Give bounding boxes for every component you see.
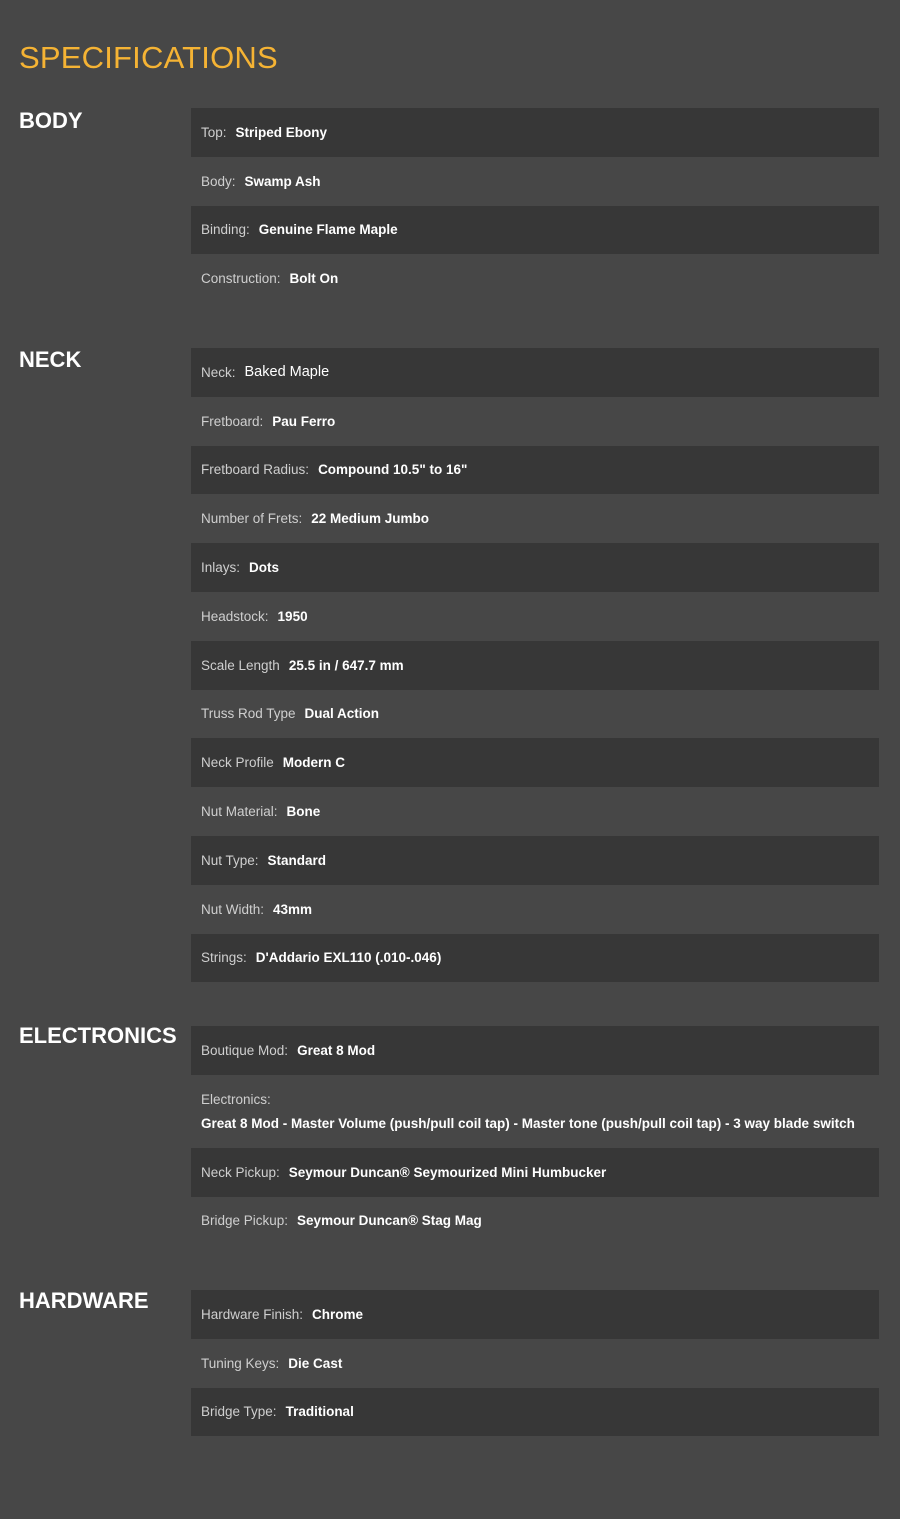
spec-label: Headstock: bbox=[201, 608, 269, 624]
spec-label: Body: bbox=[201, 173, 236, 189]
spec-row-fretboard bbox=[191, 397, 879, 446]
spec-value: Chrome bbox=[312, 1306, 364, 1322]
spec-row-binding bbox=[191, 206, 879, 255]
spec-row-nut-width bbox=[191, 885, 879, 934]
spec-value: Standard bbox=[267, 852, 327, 868]
spec-label: Top: bbox=[201, 124, 227, 140]
spec-row-neck-profile bbox=[191, 738, 879, 787]
spec-row-hardware-finish bbox=[191, 1290, 879, 1339]
spec-value: Dots bbox=[249, 560, 280, 576]
section-title-hardware: HARDWARE bbox=[19, 1288, 149, 1313]
spec-value: Swamp Ash bbox=[244, 173, 321, 189]
section-title-electronics: ELECTRONICS bbox=[19, 1023, 177, 1048]
spec-value: 22 Medium Jumbo bbox=[311, 511, 430, 527]
spec-label: Nut Material: bbox=[201, 804, 278, 820]
spec-value: Seymour Duncan® Seymourized Mini Humbucker bbox=[288, 1164, 607, 1180]
spec-label: Fretboard: bbox=[201, 413, 264, 429]
spec-row-bridge-type bbox=[191, 1388, 879, 1437]
spec-label: Bridge Type: bbox=[201, 1404, 277, 1420]
spec-row-nut-type bbox=[191, 836, 879, 885]
section-title-body: BODY bbox=[19, 108, 83, 133]
spec-label: Electronics: bbox=[201, 1091, 271, 1107]
spec-label: Truss Rod Type bbox=[201, 706, 296, 722]
spec-label: Nut Type: bbox=[201, 852, 259, 868]
spec-row-scale-length bbox=[191, 641, 879, 690]
spec-list-hardware bbox=[191, 1290, 879, 1436]
spec-value: Die Cast bbox=[288, 1355, 343, 1371]
spec-row-strings bbox=[191, 934, 879, 983]
spec-row-tuning-keys bbox=[191, 1339, 879, 1388]
spec-value: Modern C bbox=[282, 755, 346, 771]
spec-label: Neck Pickup: bbox=[201, 1164, 280, 1180]
spec-value: Bone bbox=[286, 804, 321, 820]
section-title-neck: NECK bbox=[19, 347, 82, 372]
spec-row-nut-material bbox=[191, 787, 879, 836]
spec-row-headstock bbox=[191, 592, 879, 641]
spec-label: Hardware Finish: bbox=[201, 1306, 304, 1322]
spec-row-construction bbox=[191, 254, 879, 303]
spec-value: Genuine Flame Maple bbox=[258, 222, 398, 238]
spec-value: Great 8 Mod - Master Volume (push/pull coil tap) - Master tone (push/pull coil tap) - 3 way blade switch bbox=[201, 1115, 855, 1131]
spec-label: Inlays: bbox=[201, 560, 241, 576]
spec-value: D'Addario EXL110 (.010-.046) bbox=[255, 950, 442, 966]
spec-label: Binding: bbox=[201, 222, 250, 238]
spec-value: 25.5 in / 647.7 mm bbox=[288, 657, 404, 673]
spec-label: Construction: bbox=[201, 271, 281, 287]
spec-row-fretboard-radius bbox=[191, 446, 879, 495]
spec-label: Fretboard Radius: bbox=[201, 462, 310, 478]
spec-row-number-of-frets bbox=[191, 494, 879, 543]
spec-value: 1950 bbox=[277, 608, 308, 624]
spec-value: Baked Maple bbox=[244, 364, 330, 381]
spec-value: Dual Action bbox=[304, 706, 380, 722]
spec-list-neck bbox=[191, 348, 879, 982]
spec-value: Bolt On bbox=[289, 271, 339, 287]
spec-row-electronics bbox=[191, 1075, 879, 1148]
spec-label: Nut Width: bbox=[201, 901, 265, 917]
spec-value: Pau Ferro bbox=[272, 413, 336, 429]
spec-value: Seymour Duncan® Stag Mag bbox=[297, 1213, 482, 1229]
spec-value: 43mm bbox=[273, 901, 313, 917]
spec-row-body-wood bbox=[191, 157, 879, 206]
spec-list-body bbox=[191, 108, 879, 303]
spec-value: Compound 10.5" to 16" bbox=[318, 462, 468, 478]
page-title: SPECIFICATIONS bbox=[19, 40, 278, 75]
spec-row-inlays bbox=[191, 543, 879, 592]
spec-label: Neck: bbox=[201, 364, 236, 380]
spec-label: Neck Profile bbox=[201, 755, 274, 771]
spec-row-truss-rod-type bbox=[191, 690, 879, 739]
spec-label: Scale Length bbox=[201, 657, 280, 673]
spec-value: Great 8 Mod bbox=[297, 1042, 376, 1058]
spec-row-boutique-mod bbox=[191, 1026, 879, 1075]
spec-value: Traditional bbox=[285, 1404, 354, 1420]
spec-row-neck-wood bbox=[191, 348, 879, 397]
spec-list-electronics bbox=[191, 1026, 879, 1245]
spec-value: Striped Ebony bbox=[235, 124, 328, 140]
spec-label: Boutique Mod: bbox=[201, 1042, 289, 1058]
spec-row-bridge-pickup bbox=[191, 1197, 879, 1246]
spec-row-neck-pickup bbox=[191, 1148, 879, 1197]
spec-label: Strings: bbox=[201, 950, 247, 966]
spec-label: Tuning Keys: bbox=[201, 1355, 280, 1371]
spec-label: Bridge Pickup: bbox=[201, 1213, 289, 1229]
spec-row-top bbox=[191, 108, 879, 157]
spec-label: Number of Frets: bbox=[201, 511, 303, 527]
